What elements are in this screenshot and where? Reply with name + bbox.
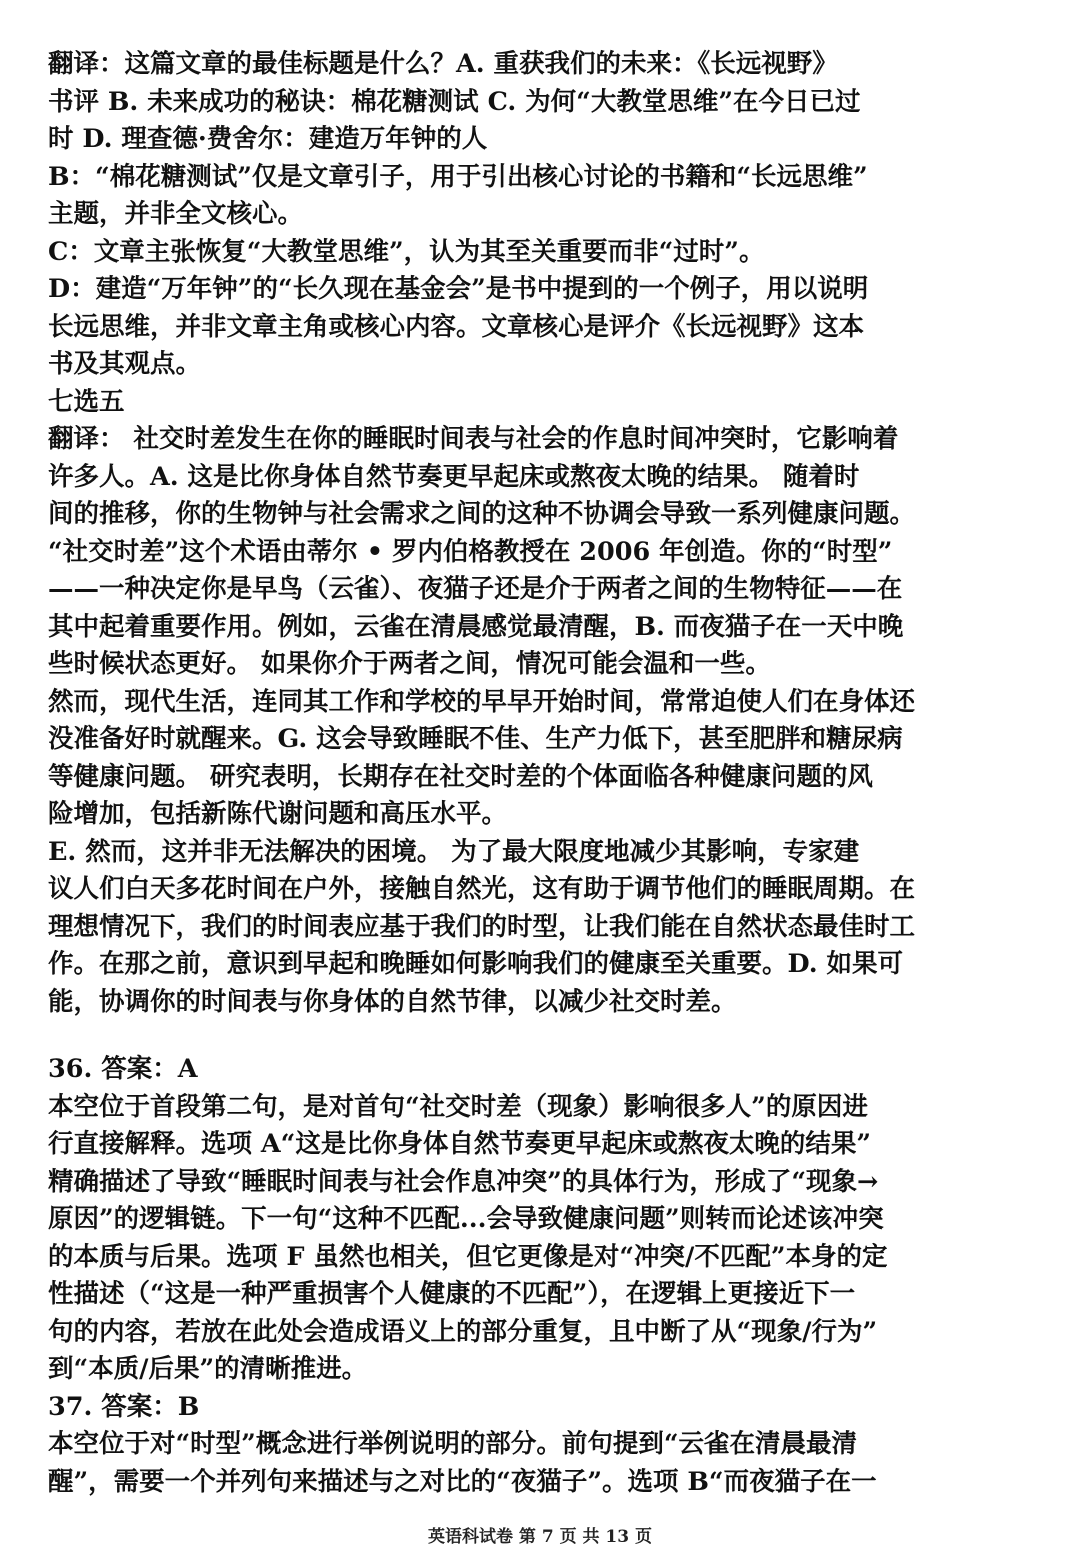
text-line: 作。在那之前，意识到早起和晚睡如何影响我们的健康至关重要。D. 如果可 <box>48 949 903 979</box>
text-line: 精确描述了导致“睡眠时间表与社会作息冲突”的具体行为，形成了“现象→ <box>48 1166 879 1197</box>
text-line: 间的推移，你的生物钟与社会需求之间的这种不协调会导致一系列健康问题。 <box>48 499 916 529</box>
text-line: 到“本质/后果”的清晰推进。 <box>48 1354 368 1384</box>
text-line: C：文章主张恢复“大教堂思维”，认为其至关重要而非“过时”。 <box>48 236 765 267</box>
text-line: 醒”，需要一个并列句来描述与之对比的“夜猫子”。选项 B“而夜猫子在一 <box>48 1466 877 1497</box>
text-line: 本空位于对“时型”概念进行举例说明的部分。前句提到“云雀在清晨最清 <box>48 1429 858 1459</box>
text-line: 书评 B. 未来成功的秘诀：棉花糖测试 C. 为何“大教堂思维”在今日已过 <box>48 86 861 117</box>
blank-line <box>48 1021 1038 1051</box>
text-line: 其中起着重要作用。例如，云雀在清晨感觉最清醒，B. 而夜猫子在一天中晚 <box>48 611 904 642</box>
text-line: E. 然而，这并非无法解决的困境。 为了最大限度地减少其影响，专家建 <box>48 836 860 867</box>
text-line: 险增加，包括新陈代谢问题和高压水平。 <box>48 799 508 829</box>
text-line: 翻译：这篇文章的最佳标题是什么？A. 重获我们的未来：《长远视野》 <box>48 49 838 79</box>
text-line: 原因”的逻辑链。下一句“这种不匹配...会导致健康问题”则转而论述该冲突 <box>48 1204 884 1234</box>
text-line: 主题，并非全文核心。 <box>48 199 304 229</box>
answer-heading: 36. 答案：A <box>48 1054 198 1084</box>
text-line: 长远思维，并非文章主角或核心内容。文章核心是评介《长远视野》这本 <box>48 311 865 342</box>
section-heading: 七选五 <box>48 386 125 417</box>
text-line: 书及其观点。 <box>48 349 202 379</box>
text-line: 议人们白天多花时间在户外，接触自然光，这有助于调节他们的睡眠周期。在 <box>48 874 916 904</box>
text-line: D：建造“万年钟”的“长久现在基金会”是书中提到的一个例子，用以说明 <box>48 274 869 304</box>
text-line: 时 D. 理查德·费舍尔：建造万年钟的人 <box>48 124 488 154</box>
text-line: 等健康问题。 研究表明，长期存在社交时差的个体面临各种健康问题的风 <box>48 761 873 792</box>
answer-heading: 37. 答案：B <box>48 1391 200 1422</box>
text-line: 许多人。A. 这是比你身体自然节奏更早起床或熬夜太晚的结果。 随着时 <box>48 461 860 492</box>
text-line: 本空位于首段第二句，是对首句“社交时差（现象）影响很多人”的原因进 <box>48 1091 868 1122</box>
text-line: 然而，现代生活，连同其工作和学校的早早开始时间，常常迫使人们在身体还 <box>48 686 916 717</box>
text-line: 翻译： 社交时差发生在你的睡眠时间表与社会的作息时间冲突时，它影响着 <box>48 424 899 454</box>
text-line: 行直接解释。选项 A“这是比你身体自然节奏更早起床或熬夜太晚的结果” <box>48 1129 871 1159</box>
text-line: 些时候状态更好。 如果你介于两者之间，情况可能会温和一些。 <box>48 649 771 679</box>
document-page <box>48 46 1038 1501</box>
text-line: 没准备好时就醒来。G. 这会导致睡眠不佳、生产力低下，甚至肥胖和糖尿病 <box>48 724 903 754</box>
page-footer: 英语科试卷 第 7 页 共 13 页 <box>428 1527 652 1547</box>
text-line: 能，协调你的时间表与你身体的自然节律，以减少社交时差。 <box>48 986 737 1017</box>
text-line: ——一种决定你是早鸟（云雀）、夜猫子还是介于两者之间的生物特征——在 <box>48 574 903 604</box>
text-line: 理想情况下，我们的时间表应基于我们的时型，让我们能在自然状态最佳时工 <box>48 911 916 942</box>
text-line: B：“棉花糖测试”仅是文章引子，用于引出核心讨论的书籍和“长远思维” <box>48 161 868 192</box>
text-line: 句的内容，若放在此处会造成语义上的部分重复，且中断了从“现象/行为” <box>48 1316 878 1347</box>
text-line: 性描述（“这是一种严重损害个人健康的不匹配”），在逻辑上更接近下一 <box>48 1279 856 1309</box>
text-line: “社交时差”这个术语由蒂尔 • 罗内伯格教授在 2006 年创造。你的“时型” <box>48 536 893 567</box>
text-line: 的本质与后果。选项 F 虽然也相关，但它更像是对“冲突/不匹配”本身的定 <box>48 1241 888 1272</box>
